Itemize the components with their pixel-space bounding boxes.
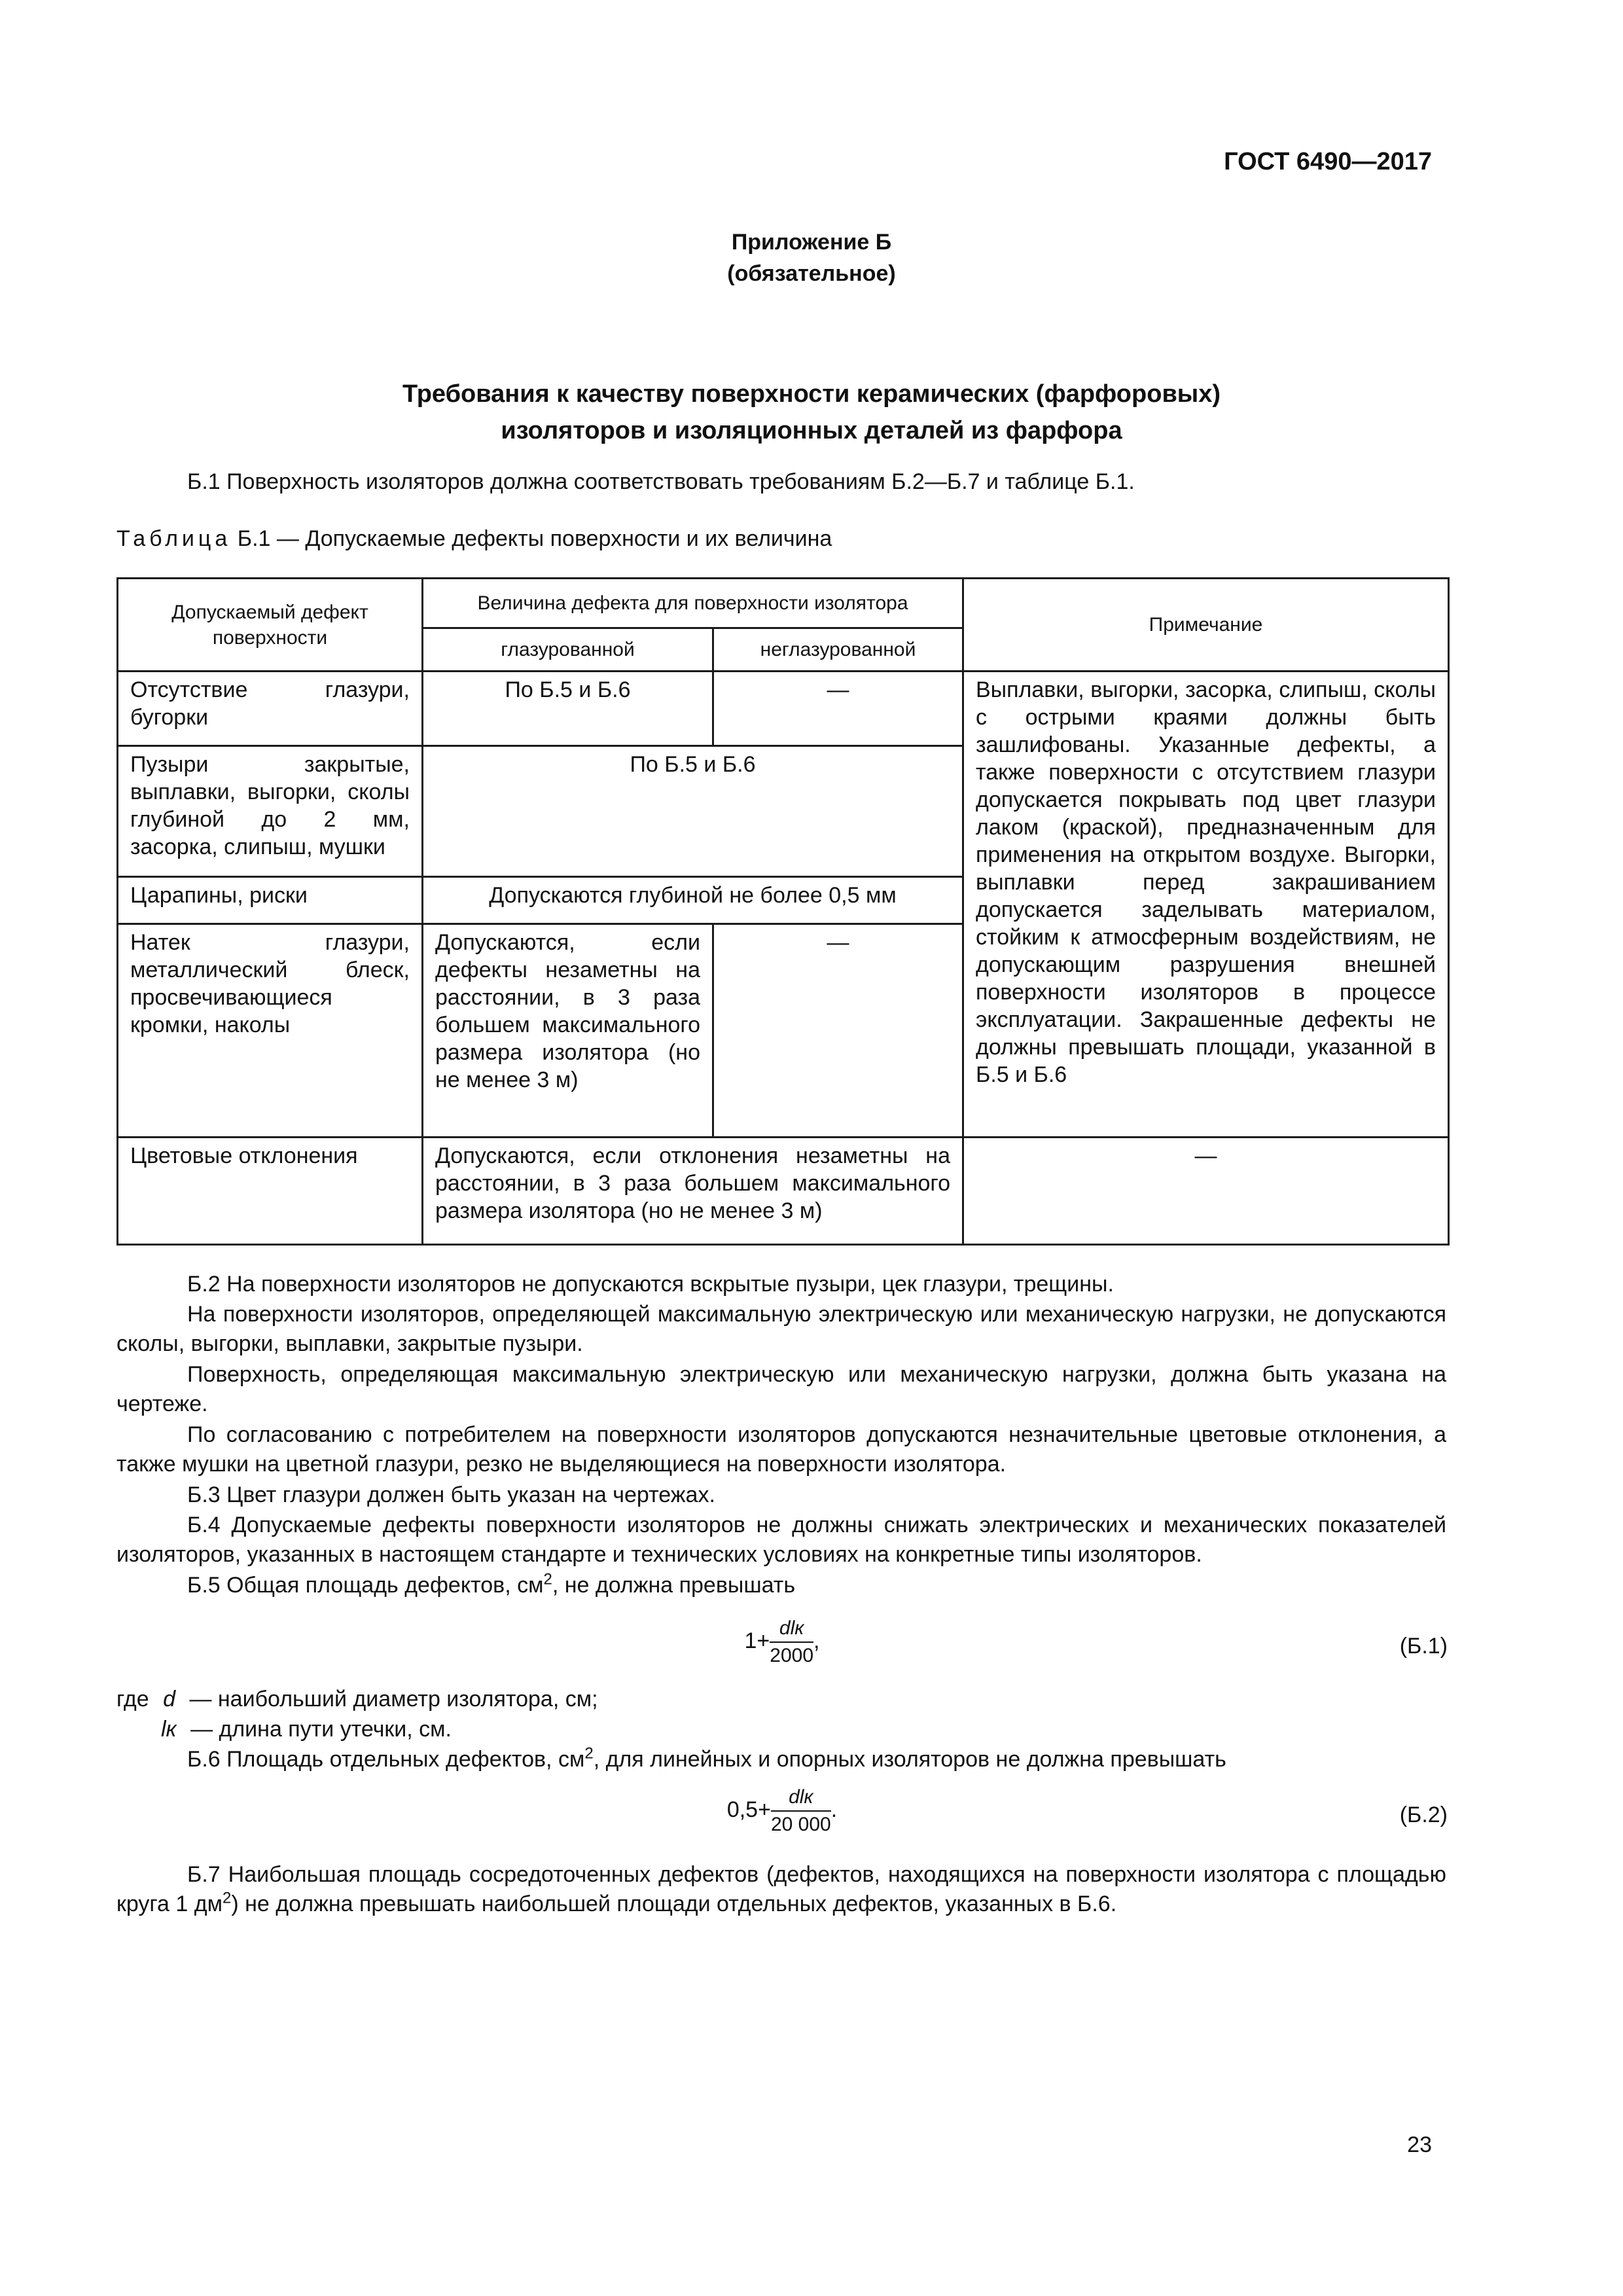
formula-b2-numerator: dlк xyxy=(771,1784,831,1812)
symbol-l: lк xyxy=(161,1717,177,1742)
header-size: Величина дефекта для поверхности изолятора xyxy=(423,579,963,628)
annex-title: Приложение Б xyxy=(731,230,892,255)
where-line-d xyxy=(116,1685,598,1714)
formula-b2-number: (Б.2) xyxy=(1399,1803,1448,1827)
formula-b1-numerator: dlк xyxy=(770,1615,813,1643)
clause-b5-tail: , не должна превышать xyxy=(552,1573,796,1598)
table-cell-defect: Отсутствие глазури, бугорки xyxy=(118,672,423,746)
clause-b6-sup: 2 xyxy=(584,1744,594,1763)
clause-b1: Б.1 Поверхность изоляторов должна соответствовать требованиям Б.2—Б.7 и таблице Б.1. xyxy=(187,469,1135,494)
table-cell-glazed: По Б.5 и Б.6 xyxy=(423,672,713,746)
clause-b5-text: Б.5 Общая площадь дефектов, см xyxy=(187,1573,544,1598)
clause-b6-tail: , для линейных и опорных изоляторов не должна превышать xyxy=(593,1747,1226,1772)
formula-b2 xyxy=(116,1784,1448,1850)
clause-b5 xyxy=(116,1571,1446,1600)
header-glazed: глазурованной xyxy=(423,628,713,672)
clause-b7-text: Б.7 Наибольшая площадь сосредоточенных дефектов (дефектов, находящихся на поверхности изолятора с площадью круга 1 дм xyxy=(116,1862,1446,1916)
formula-b2-denominator: 20 000 xyxy=(770,1814,831,1835)
clause-b7-sup: 2 xyxy=(222,1889,232,1907)
table-cell-size: Допускаются глубиной не более 0,5 мм xyxy=(423,877,963,924)
table-cell-defect: Пузыри закрытые, выплавки, выгорки, сколы глубиной до 2 мм, засорка, слипыш, мушки xyxy=(118,746,423,877)
table-caption-label: Таблица xyxy=(116,526,232,551)
symbol-l-description: — длина пути утечки, см. xyxy=(190,1717,452,1742)
where-label: где xyxy=(116,1687,149,1712)
clause-b3: Б.3 Цвет глазури должен быть указан на чертежах. xyxy=(187,1482,715,1507)
table-caption xyxy=(116,526,832,552)
table-caption-text: Б.1 — Допускаемые дефекты поверхности и их величина xyxy=(237,526,832,551)
annex-status: (обязательное) xyxy=(727,261,896,286)
table-cell-note: — xyxy=(963,1138,1449,1245)
standard-designation: ГОСТ 6490—2017 xyxy=(1224,148,1432,175)
formula-b1-denominator: 2000 xyxy=(770,1645,814,1666)
symbol-d-description: — наибольший диаметр изолятора, см; xyxy=(189,1687,598,1712)
where-line-l xyxy=(161,1715,452,1744)
table-cell-unglazed: — xyxy=(713,924,963,1138)
section-title-line-2: изоляторов и изоляционных деталей из фарфора xyxy=(501,417,1122,444)
header-unglazed: неглазурованной xyxy=(713,628,963,672)
header-defect: Допускаемый дефект поверхности xyxy=(118,579,423,672)
clause-b7 xyxy=(116,1860,1446,1919)
table-cell-defect: Натек глазури, металлический блеск, просвечивающиеся кромки, наколы xyxy=(118,924,423,1138)
formula-b1-number: (Б.1) xyxy=(1399,1634,1448,1659)
symbol-d: d xyxy=(163,1687,175,1712)
clause-b5-sup: 2 xyxy=(543,1570,552,1588)
clause-b2: Б.2 На поверхности изоляторов не допускаются вскрытые пузыри, цек глазури, трещины. xyxy=(187,1272,1114,1297)
formula-b1-trail: , xyxy=(813,1628,820,1653)
clause-b4: Б.4 Допускаемые дефекты поверхности изоляторов не должны снижать электрических и механических показателей изоляторов, указанных в настоящем стандарте и технических условиях на конкретные типы изоляторов. xyxy=(116,1513,1446,1567)
clause-b7-tail: ) не должна превышать наибольшей площади отдельных дефектов, указанных в Б.6. xyxy=(231,1892,1117,1916)
header-note: Примечание xyxy=(963,579,1449,672)
table-cell-defect: Цветовые отклонения xyxy=(118,1138,423,1245)
page-number: 23 xyxy=(1407,2132,1432,2157)
table-cell-size: По Б.5 и Б.6 xyxy=(423,746,963,877)
table-cell-defect: Царапины, риски xyxy=(118,877,423,924)
clause-b2-paragraph-4: По согласованию с потребителем на поверхности изоляторов допускаются незначительные цветовые отклонения, а также мушки на цветной глазури, резко не выделяющиеся на поверхности изолятора. xyxy=(116,1422,1446,1477)
clause-b6-text: Б.6 Площадь отдельных дефектов, см xyxy=(187,1747,585,1772)
formula-b2-trail: . xyxy=(830,1797,838,1822)
formula-b1-lead: 1+ xyxy=(744,1628,770,1653)
table-cell-unglazed: — xyxy=(713,672,963,746)
formula-b1-fraction xyxy=(770,1615,813,1669)
table-cell-note: Выплавки, выгорки, засорка, слипыш, сколы с острыми краями должны быть зашлифованы. Указанные дефекты, а также поверхности с отсутствием глазури допускается покрывать под цвет глазури лаком (краской), предназначенным для применения на открытом воздухе. Выгорки, выплавки перед закрашиванием допускается заделывать материалом, стойким к атмосферным воздействиям, не допускающим разрушения внешней поверхности изоляторов в процессе эксплуатации. Закрашенные дефекты не должны превышать площади, указанной в Б.5 и Б.6 xyxy=(963,672,1449,1138)
table-cell-size: Допускаются, если отклонения незаметны на расстоянии, в 3 раза большем максимального размера изолятора (но не менее 3 м) xyxy=(423,1138,963,1245)
formula-b1 xyxy=(116,1615,1448,1681)
section-title-line-1: Требования к качеству поверхности керамических (фарфоровых) xyxy=(402,380,1221,408)
table-cell-glazed: Допускаются, если дефекты незаметны на расстоянии, в 3 раза большем максимального размера изолятора (но не менее 3 м) xyxy=(423,924,713,1138)
formula-b2-lead: 0,5+ xyxy=(726,1797,771,1822)
clause-b6 xyxy=(116,1745,1446,1774)
clause-b2-paragraph-3: Поверхность, определяющая максимальную электрическую или механическую нагрузки, должна быть указана на чертеже. xyxy=(116,1362,1446,1416)
defects-table xyxy=(116,577,1450,1246)
formula-b2-fraction xyxy=(771,1784,831,1838)
clause-b2-paragraph-2: На поверхности изоляторов, определяющей максимальную электрическую или механическую нагрузки, не допускаются сколы, выгорки, выплавки, закрытые пузыри. xyxy=(116,1302,1446,1356)
